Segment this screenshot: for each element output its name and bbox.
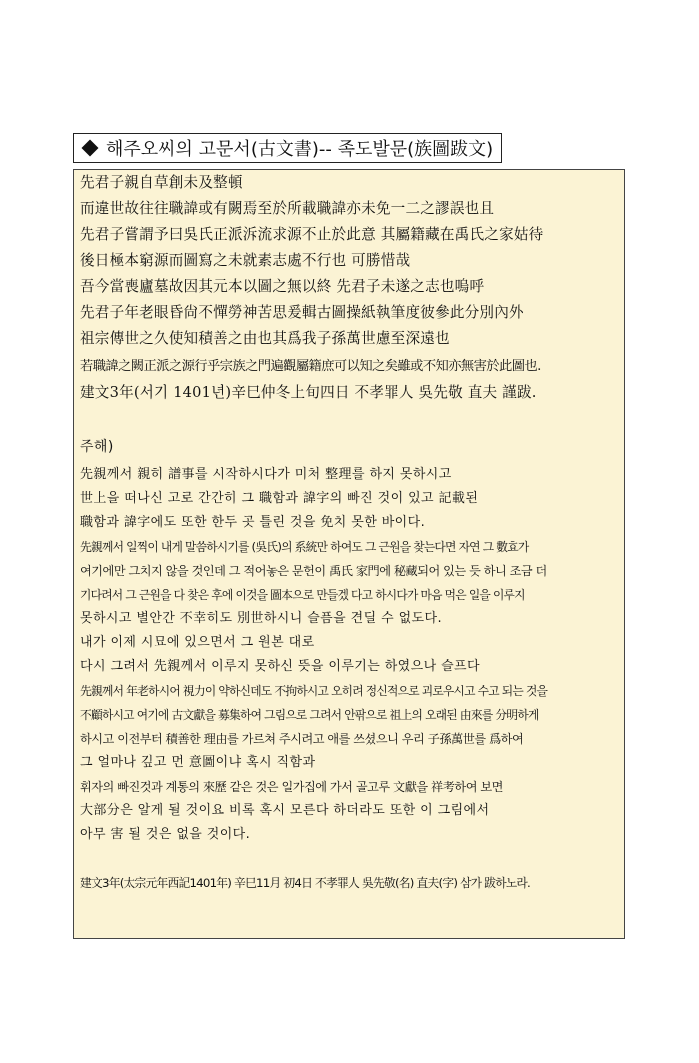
translation-line: 世上을 떠나신 고로 간간히 그 職함과 諱字의 빠진 것이 있고 記載된 [80,491,479,506]
translation-line: 휘자의 빠진것과 계통의 來歷 같은 것은 일가집에 가서 골고루 文獻을 祥考하여 보면 [80,780,503,794]
original-line: 先君子年老眼昏尙不憚勞神苦思爰輯古圖操紙執筆度彼參此分別內外 [80,304,524,321]
translation-line: 大部分은 알게 될 것이요 비록 혹시 모른다 하더라도 또한 이 그림에서 [80,803,490,818]
translation-line: 不顧하시고 여기에 古文獻을 募集하여 그림으로 그려서 안팎으로 祖上의 오래된 由來를 分明하게 [80,708,539,722]
signature-line: 建文3年(太宗元年西記1401年) 辛巳11月 初4日 不孝罪人 吳先敬(名) 直夫(字) 삼가 跋하노라. [80,876,530,890]
note-heading: 주해) [80,439,114,455]
original-line: 若職諱之闕正派之源行乎宗族之門遍觀屬籍庶可以知之矣雖或不知亦無害於此圖也. [80,359,541,374]
diamond-bullet-icon [82,140,99,157]
translation-line: 못하시고 별안간 不幸히도 別世하시니 슬픔을 견딜 수 없도다. [80,611,442,626]
original-line: 先君子親自草創未及整頓 [80,174,243,191]
original-line: 後日極本窮源而圖寫之未就素志處不行也 可勝惜哉 [80,252,411,269]
section-title-box [73,133,502,163]
original-line: 建文3年(서기 1401년)辛巳仲冬上旬四日 不孝罪人 吳先敬 直夫 謹跋. [80,384,537,401]
translation-line: 내가 이제 시묘에 있으면서 그 원본 대로 [80,635,315,650]
section-title: 해주오씨의 고문서(古文書)-- 족도발문(族圖跋文) [106,139,494,160]
original-line: 祖宗傳世之久使知積善之由也其爲我子孫萬世慮至深遠也 [80,330,450,347]
translation-line: 아무 害 될 것은 없을 것이다. [80,827,251,842]
translation-line: 하시고 이전부터 積善한 理由를 가르쳐 주시려고 애를 쓰셨으니 우리 子孫萬世를 爲하여 [80,732,524,746]
translation-line: 職함과 諱字에도 또한 한두 곳 틀린 것을 免치 못한 바이다. [80,515,426,530]
translation-line: 그 얼마나 깊고 먼 意圖이냐 혹시 직함과 [80,755,316,770]
original-line: 先君子嘗謂予曰吳氏正派泝流求源不止於此意 其屬籍藏在禹氏之家姑待 [80,226,544,243]
translation-line: 先親께서 親히 譜事를 시작하시다가 미처 整理를 하지 못하시고 [80,467,452,482]
translation-line: 先親께서 일찍이 내게 말씀하시기를 (吳氏)의 系統만 하여도 그 근원을 찾는다면 자연 그 數효가 [80,540,529,554]
original-line: 吾今當喪廬墓故因其元本以圖之無以終 先君子未遂之志也嗚呼 [80,278,485,295]
translation-line: 다시 그려서 先親께서 이루지 못하신 뜻을 이루기는 하였으나 슬프다 [80,659,480,674]
translation-line: 기다려서 그 근원을 다 찾은 후에 이것을 圖本으로 만들겠 다고 하시다가 마음 먹은 일을 이루지 [80,588,525,602]
translation-line: 先親께서 年老하시어 視力이 약하신데도 不拘하시고 오히려 정신적으로 괴로우시고 수고 되는 것을 [80,684,548,698]
document-panel [73,169,625,939]
translation-line: 여기에만 그치지 않을 것인데 그 적어놓은 문헌이 禹氏 家門에 秘藏되어 있는 듯 하니 조금 더 [80,564,547,578]
original-line: 而違世故往往職諱或有闕焉至於所載職諱亦未免一二之謬誤也且 [80,200,495,217]
